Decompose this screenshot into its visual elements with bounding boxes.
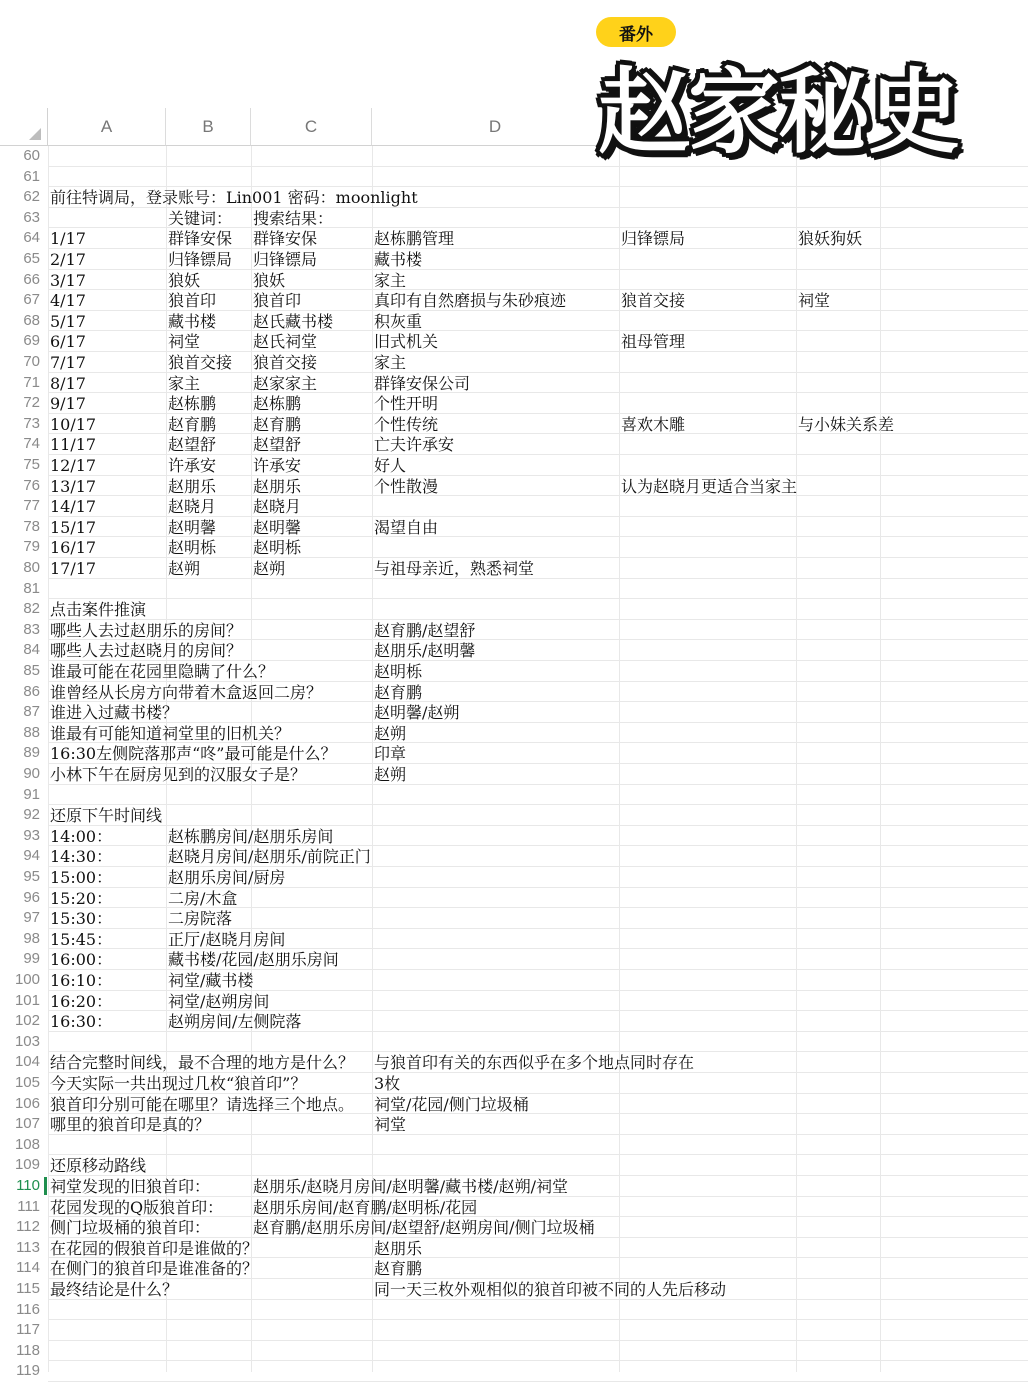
cell-c72[interactable]: 赵栋鹏 (253, 394, 302, 414)
sheet-row-112 (0, 1217, 1028, 1238)
cell-b66[interactable]: 狼妖 (168, 270, 201, 290)
cell-c65[interactable]: 归锋镖局 (253, 250, 318, 269)
select-all-corner[interactable] (0, 108, 48, 146)
cell-a69[interactable]: 6/17 (50, 332, 86, 352)
row-number[interactable]: 81 (23, 579, 40, 597)
sheet-row-97 (0, 908, 1028, 929)
cell-c111[interactable]: 赵朋乐房间/赵育鹏/赵明栎/花园 (253, 1197, 478, 1217)
sheet-row-99 (0, 949, 1028, 970)
sheet-row-96 (0, 888, 1028, 909)
sheet-row-101 (0, 991, 1028, 1012)
cell-c73[interactable]: 赵育鹏 (253, 414, 302, 434)
sheet-row-78 (0, 517, 1028, 538)
cell-a99[interactable]: 16:00： (50, 950, 113, 970)
sheet-row-74 (0, 434, 1028, 455)
row-number[interactable]: 104 (14, 1053, 40, 1071)
sheet-row-83 (0, 620, 1028, 641)
cell-c79[interactable]: 赵明栎 (253, 538, 302, 558)
sheet-row-71 (0, 373, 1028, 394)
row-number[interactable]: 84 (23, 641, 40, 659)
active-row-indicator (44, 1177, 47, 1195)
row-number[interactable]: 93 (23, 826, 40, 844)
cell-f73[interactable]: 与小妹关系差 (798, 414, 895, 434)
sheet-row-117 (0, 1320, 1028, 1341)
sheet-row-115 (0, 1279, 1028, 1300)
row-number[interactable]: 109 (14, 1156, 40, 1174)
row-number[interactable]: 72 (23, 394, 40, 412)
cell-c76[interactable]: 赵朋乐 (253, 476, 302, 496)
sheet-row-70 (0, 352, 1028, 373)
cell-b65[interactable]: 归锋镖局 (168, 250, 233, 269)
cell-a62[interactable]: 前往特调局，登录账号：Lin001 密码：moonlight (50, 188, 418, 208)
row-number[interactable]: 66 (23, 270, 40, 288)
cell-a97[interactable]: 15:30： (50, 909, 113, 929)
cell-b71[interactable]: 家主 (168, 373, 201, 393)
cell-a80[interactable]: 17/17 (50, 559, 97, 578)
cell-a104[interactable]: 结合完整时间线，最不合理的地方是什么？ (50, 1053, 355, 1073)
row-number[interactable]: 64 (23, 229, 40, 247)
cell-a113[interactable]: 在花园的假狼首印是谁做的？ (50, 1238, 259, 1258)
cell-a72[interactable]: 9/17 (50, 394, 86, 414)
row-number[interactable]: 92 (23, 806, 40, 824)
sheet-row-104 (0, 1052, 1028, 1073)
cell-d87[interactable]: 赵明馨/赵朔 (374, 703, 460, 723)
row-number[interactable]: 71 (23, 373, 40, 391)
cell-a109[interactable]: 还原移动路线 (50, 1156, 147, 1176)
cell-d71[interactable]: 群锋安保公司 (374, 373, 471, 393)
row-number[interactable]: 74 (23, 435, 40, 453)
cell-b96[interactable]: 二房/木盒 (168, 888, 238, 908)
cell-b93[interactable]: 赵栋鹏房间/赵朋乐房间 (168, 826, 334, 846)
cell-a111[interactable]: 花园发现的Q版狼首印： (50, 1197, 224, 1217)
row-number[interactable]: 90 (23, 765, 40, 782)
sheet-row-63 (0, 208, 1028, 229)
sheet-row-67 (0, 290, 1028, 311)
sheet-row-76 (0, 476, 1028, 497)
cell-d78[interactable]: 渴望自由 (374, 517, 439, 537)
sheet-row-90 (0, 764, 1028, 785)
cell-d104[interactable]: 与狼首印有关的东西似乎在多个地点同时存在 (374, 1053, 695, 1073)
cell-b79[interactable]: 赵明栎 (168, 538, 217, 558)
sheet-row-87 (0, 702, 1028, 723)
cell-a70[interactable]: 7/17 (50, 353, 86, 372)
row-number[interactable]: 113 (16, 1238, 40, 1256)
sheet-row-95 (0, 867, 1028, 888)
column-header-a[interactable]: A (48, 108, 166, 146)
sheet-row-109 (0, 1155, 1028, 1176)
row-number[interactable]: 119 (16, 1362, 40, 1380)
cell-a114[interactable]: 在侧门的狼首印是谁准备的？ (50, 1259, 259, 1279)
cell-c80[interactable]: 赵朔 (253, 559, 286, 578)
row-number[interactable]: 75 (23, 456, 40, 473)
column-header-b[interactable]: B (166, 108, 251, 146)
cell-c64[interactable]: 群锋安保 (253, 229, 318, 249)
row-number[interactable]: 85 (23, 662, 40, 679)
row-number[interactable]: 96 (23, 888, 40, 906)
sheet-row-98 (0, 929, 1028, 950)
cell-a75[interactable]: 12/17 (50, 456, 97, 475)
cell-c66[interactable]: 狼妖 (253, 270, 286, 290)
cell-a66[interactable]: 3/17 (50, 270, 86, 290)
sheet-row-88 (0, 723, 1028, 744)
row-number[interactable]: 99 (23, 950, 40, 968)
sheet-row-105 (0, 1073, 1028, 1094)
cell-b78[interactable]: 赵明馨 (168, 517, 217, 537)
cell-d106[interactable]: 祠堂/花园/侧门垃圾桶 (374, 1094, 529, 1114)
cell-e76[interactable]: 认为赵晓月更适合当家主 (621, 476, 798, 496)
cell-d75[interactable]: 好人 (374, 456, 407, 475)
row-number[interactable]: 118 (16, 1341, 40, 1359)
cell-d86[interactable]: 赵育鹏 (374, 682, 423, 702)
sheet-row-107 (0, 1114, 1028, 1135)
cell-c110[interactable]: 赵朋乐/赵晓月房间/赵明馨/藏书楼/赵朔/祠堂 (253, 1177, 568, 1196)
sheet-row-66 (0, 270, 1028, 291)
row-number[interactable]: 115 (16, 1280, 40, 1297)
row-number[interactable]: 63 (23, 208, 40, 226)
badge-label: 番外 (619, 24, 653, 45)
cell-a67[interactable]: 4/17 (50, 291, 86, 311)
cell-c77[interactable]: 赵晓月 (253, 497, 302, 517)
cell-a93[interactable]: 14:00： (50, 826, 113, 846)
sheet-row-93 (0, 826, 1028, 847)
row-number[interactable]: 83 (23, 620, 40, 638)
cell-b95[interactable]: 赵朋乐房间/厨房 (168, 868, 286, 887)
sheet-row-116 (0, 1300, 1028, 1321)
cell-b77[interactable]: 赵晓月 (168, 497, 217, 517)
sheet-row-81 (0, 579, 1028, 600)
cell-a90[interactable]: 小林下午在厨房见到的汉服女子是？ (50, 765, 307, 784)
row-number[interactable]: 87 (23, 703, 40, 721)
cell-a65[interactable]: 2/17 (50, 250, 86, 269)
cell-d74[interactable]: 亡夫许承安 (374, 435, 455, 455)
cell-b68[interactable]: 藏书楼 (168, 311, 217, 331)
row-number[interactable]: 88 (23, 723, 40, 741)
row-number[interactable]: 82 (23, 600, 40, 618)
row-number[interactable]: 98 (23, 929, 40, 947)
cell-b98[interactable]: 正厅/赵晓月房间 (168, 929, 286, 949)
cell-d85[interactable]: 赵明栎 (374, 662, 423, 681)
sheet-row-79 (0, 537, 1028, 558)
cell-a73[interactable]: 10/17 (50, 414, 97, 434)
row-number[interactable]: 102 (14, 1012, 40, 1030)
cell-c68[interactable]: 赵氏藏书楼 (253, 311, 334, 331)
cell-b74[interactable]: 赵望舒 (168, 435, 217, 455)
cell-b70[interactable]: 狼首交接 (168, 353, 233, 372)
cell-c75[interactable]: 许承安 (253, 456, 302, 475)
cell-a101[interactable]: 16:20： (50, 991, 113, 1011)
cell-d72[interactable]: 个性开明 (374, 394, 439, 414)
sheet-row-75 (0, 455, 1028, 476)
sheet-row-69 (0, 331, 1028, 352)
cell-a96[interactable]: 15:20： (50, 888, 113, 908)
cell-b94[interactable]: 赵晓月房间/赵朋乐/前院正门 (168, 847, 371, 867)
cell-d70[interactable]: 家主 (374, 353, 407, 372)
cell-b99[interactable]: 藏书楼/花园/赵朋乐房间 (168, 950, 339, 970)
sheet-row-118 (0, 1341, 1028, 1362)
cell-d105[interactable]: 3枚 (374, 1074, 401, 1093)
cell-a83[interactable]: 哪些人去过赵朋乐的房间？ (50, 620, 243, 640)
row-number[interactable]: 94 (23, 847, 40, 865)
sheet-row-108 (0, 1135, 1028, 1156)
cell-a102[interactable]: 16:30： (50, 1012, 113, 1032)
row-number[interactable]: 116 (16, 1300, 40, 1318)
cell-c74[interactable]: 赵望舒 (253, 435, 302, 455)
row-number[interactable]: 111 (17, 1197, 40, 1215)
row-number[interactable]: 62 (23, 188, 40, 206)
row-number[interactable]: 61 (23, 167, 40, 185)
cell-d67[interactable]: 真印有自然磨损与朱砂痕迹 (374, 291, 567, 311)
cell-d89[interactable]: 印章 (374, 744, 407, 764)
cell-a87[interactable]: 谁进入过藏书楼？ (50, 703, 179, 723)
row-number[interactable]: 112 (16, 1218, 40, 1236)
cell-a95[interactable]: 15:00： (50, 868, 113, 887)
cell-b100[interactable]: 祠堂/藏书楼 (168, 971, 254, 990)
cell-a86[interactable]: 谁曾经从长房方向带着木盒返回二房？ (50, 682, 323, 702)
row-number[interactable]: 108 (14, 1135, 40, 1153)
sheet-row-86 (0, 682, 1028, 703)
sheet-row-61 (0, 167, 1028, 188)
cell-b69[interactable]: 祠堂 (168, 332, 201, 352)
column-header-d[interactable]: D (372, 108, 619, 146)
cell-b102[interactable]: 赵朔房间/左侧院落 (168, 1012, 302, 1032)
cell-d69[interactable]: 旧式机关 (374, 332, 439, 352)
cell-b67[interactable]: 狼首印 (168, 291, 217, 311)
cell-a64[interactable]: 1/17 (50, 229, 86, 249)
sheet-row-100 (0, 970, 1028, 991)
sheet-row-91 (0, 785, 1028, 806)
cell-a88[interactable]: 谁最有可能知道祠堂里的旧机关？ (50, 723, 291, 743)
cell-a115[interactable]: 最终结论是什么？ (50, 1280, 179, 1299)
sheet-row-77 (0, 496, 1028, 517)
cell-a92[interactable]: 还原下午时间线 (50, 806, 163, 826)
cell-d66[interactable]: 家主 (374, 270, 407, 290)
row-number[interactable]: 60 (23, 147, 40, 164)
sheet-row-113 (0, 1238, 1028, 1259)
cell-a85[interactable]: 谁最可能在花园里隐瞒了什么？ (50, 662, 275, 681)
row-number[interactable]: 107 (14, 1115, 40, 1133)
sheet-row-111 (0, 1197, 1028, 1218)
cell-a89[interactable]: 16:30左侧院落那声“咚”最可能是什么？ (50, 744, 337, 764)
sheet-row-106 (0, 1094, 1028, 1115)
cell-d88[interactable]: 赵朔 (374, 723, 407, 743)
cell-b97[interactable]: 二房院落 (168, 909, 233, 929)
cell-a79[interactable]: 16/17 (50, 538, 97, 558)
select-all-triangle-icon (29, 128, 41, 140)
cell-d114[interactable]: 赵育鹏 (374, 1259, 423, 1279)
cell-a94[interactable]: 14:30： (50, 847, 113, 867)
row-number[interactable]: 97 (23, 909, 40, 927)
cell-a110[interactable]: 祠堂发现的旧狼首印： (50, 1177, 211, 1196)
cell-d64[interactable]: 赵栋鹏管理 (374, 229, 455, 249)
extra-episode-badge (596, 17, 676, 47)
cell-e64[interactable]: 归锋镖局 (621, 229, 686, 249)
sheet-row-65 (0, 249, 1028, 270)
cell-b64[interactable]: 群锋安保 (168, 229, 233, 249)
row-number[interactable]: 100 (14, 971, 40, 988)
row-number[interactable]: 117 (16, 1321, 40, 1339)
cell-a105[interactable]: 今天实际一共出现过几枚“狼首印”？ (50, 1074, 307, 1093)
row-number[interactable]: 73 (23, 414, 40, 432)
row-number[interactable]: 67 (23, 291, 40, 309)
sheet-row-85 (0, 661, 1028, 682)
row-number[interactable]: 86 (23, 682, 40, 700)
sheet-row-62 (0, 187, 1028, 208)
cell-b72[interactable]: 赵栋鹏 (168, 394, 217, 414)
cell-c78[interactable]: 赵明馨 (253, 517, 302, 537)
sheet-row-102 (0, 1011, 1028, 1032)
sheet-row-68 (0, 311, 1028, 332)
cell-e73[interactable]: 喜欢木雕 (621, 414, 686, 434)
sheet-row-103 (0, 1032, 1028, 1053)
sheet-row-80 (0, 558, 1028, 579)
row-number[interactable]: 76 (23, 476, 40, 494)
sheet-row-92 (0, 805, 1028, 826)
cell-b73[interactable]: 赵育鹏 (168, 414, 217, 434)
cell-a82[interactable]: 点击案件推演 (50, 600, 147, 620)
cell-b63[interactable]: 关键词： (168, 208, 233, 228)
cell-a71[interactable]: 8/17 (50, 373, 86, 393)
cell-a106[interactable]: 狼首印分别可能在哪里？请选择三个地点。 (50, 1094, 355, 1114)
cell-f67[interactable]: 祠堂 (798, 291, 831, 311)
cell-d76[interactable]: 个性散漫 (374, 476, 439, 496)
cell-d84[interactable]: 赵朋乐/赵明馨 (374, 641, 476, 661)
cell-a98[interactable]: 15:45： (50, 929, 113, 949)
cell-e69[interactable]: 祖母管理 (621, 332, 686, 352)
cell-d90[interactable]: 赵朔 (374, 765, 407, 784)
cell-b101[interactable]: 祠堂/赵朔房间 (168, 991, 270, 1011)
cell-d115[interactable]: 同一天三枚外观相似的狼首印被不同的人先后移动 (374, 1280, 727, 1299)
cell-d80[interactable]: 与祖母亲近，熟悉祠堂 (374, 559, 535, 578)
cell-b75[interactable]: 许承安 (168, 456, 217, 475)
cell-d65[interactable]: 藏书楼 (374, 250, 423, 269)
row-number[interactable]: 114 (16, 1259, 40, 1277)
row-number[interactable]: 106 (14, 1094, 40, 1112)
cell-a78[interactable]: 15/17 (50, 517, 97, 537)
cell-a112[interactable]: 侧门垃圾桶的狼首印： (50, 1218, 211, 1238)
row-number[interactable]: 78 (23, 517, 40, 535)
cell-b80[interactable]: 赵朔 (168, 559, 201, 578)
banner-title: 赵家秘史 (598, 59, 959, 166)
cell-c69[interactable]: 赵氏祠堂 (253, 332, 318, 352)
sheet-row-82 (0, 599, 1028, 620)
cell-d68[interactable]: 积灰重 (374, 311, 423, 331)
cell-a76[interactable]: 13/17 (50, 476, 97, 496)
row-number[interactable]: 70 (23, 353, 40, 370)
cell-c70[interactable]: 狼首交接 (253, 353, 318, 372)
cell-c67[interactable]: 狼首印 (253, 291, 302, 311)
row-number[interactable]: 69 (23, 332, 40, 350)
cell-d83[interactable]: 赵育鹏/赵望舒 (374, 620, 476, 640)
cell-a100[interactable]: 16:10： (50, 971, 113, 990)
sheet-row-94 (0, 846, 1028, 867)
sheet-row-84 (0, 640, 1028, 661)
column-header-c[interactable]: C (251, 108, 372, 146)
row-number[interactable]: 101 (14, 991, 40, 1009)
cell-d107[interactable]: 祠堂 (374, 1115, 407, 1135)
sheet-row-89 (0, 743, 1028, 764)
sheet-row-110 (0, 1176, 1028, 1197)
cell-a68[interactable]: 5/17 (50, 311, 86, 331)
cell-e67[interactable]: 狼首交接 (621, 291, 686, 311)
row-number[interactable]: 80 (23, 559, 40, 576)
sheet-row-114 (0, 1258, 1028, 1279)
row-number[interactable]: 91 (23, 785, 40, 803)
cell-a84[interactable]: 哪些人去过赵晓月的房间？ (50, 641, 243, 661)
cell-a107[interactable]: 哪里的狼首印是真的？ (50, 1115, 211, 1135)
row-number[interactable]: 89 (23, 744, 40, 762)
sheet-row-64 (0, 228, 1028, 249)
cell-c63[interactable]: 搜索结果： (253, 208, 334, 228)
row-number[interactable]: 95 (23, 868, 40, 885)
cell-c71[interactable]: 赵家家主 (253, 373, 318, 393)
cell-d113[interactable]: 赵朋乐 (374, 1238, 423, 1258)
cell-a74[interactable]: 11/17 (50, 435, 97, 455)
row-number[interactable]: 65 (23, 250, 40, 267)
row-number[interactable]: 110 (16, 1177, 40, 1194)
row-number[interactable]: 77 (23, 497, 40, 515)
cell-c112[interactable]: 赵育鹏/赵朋乐房间/赵望舒/赵朔房间/侧门垃圾桶 (253, 1218, 595, 1238)
cell-f64[interactable]: 狼妖狗妖 (798, 229, 863, 249)
cell-b76[interactable]: 赵朋乐 (168, 476, 217, 496)
row-number[interactable]: 68 (23, 311, 40, 329)
row-number[interactable]: 105 (14, 1074, 40, 1091)
row-number[interactable]: 79 (23, 538, 40, 556)
cell-a77[interactable]: 14/17 (50, 497, 97, 517)
sheet-row-72 (0, 393, 1028, 414)
sheet-row-73 (0, 414, 1028, 435)
row-number[interactable]: 103 (14, 1032, 40, 1050)
cell-d73[interactable]: 个性传统 (374, 414, 439, 434)
